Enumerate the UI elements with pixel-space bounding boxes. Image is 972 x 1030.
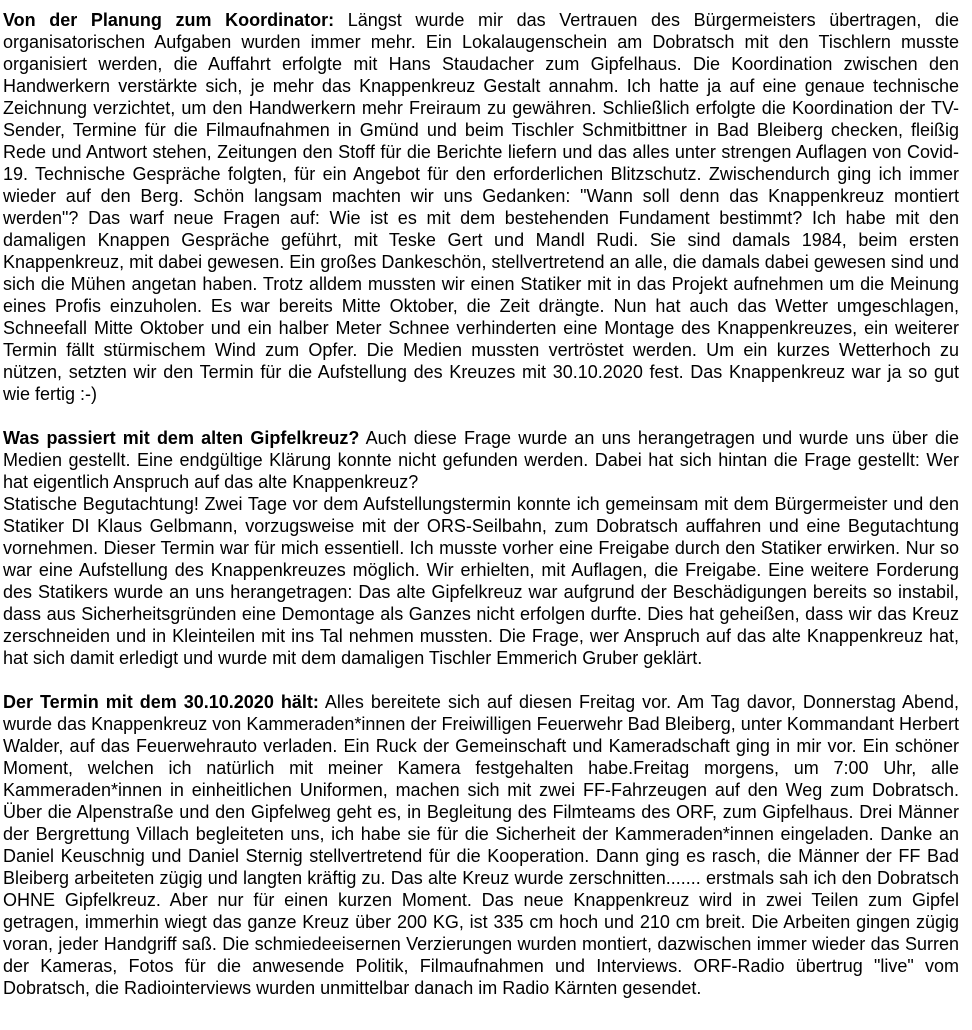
paragraph-text: Alles bereitete sich auf diesen Freitag vor. Am Tag davor, Donnerstag Abend, wurde das Knappenkreuz von Kammeraden*innen der Freiwilligen Feuerwehr Bad Bleiberg, unter Kommandant Herbert Walder, auf das Feuerwehrauto verladen. Ein Ruck der Gemeinschaft und Kameradschaft ging in mir vor. Ein schöner Moment, welchen ich natürlich mit meiner Kamera festgehalten habe.Freitag morgens, um 7:00 Uhr, alle Kammeraden*innen in einheitlichen Uniformen, machen sich mit zwei FF-Fahrzeugen auf den Weg zum Dobratsch. Über die Alpenstraße und den Gipfelweg geht es, in Begleitung des Filmteams des ORF, zum Gipfelhaus. Drei Männer der Bergrettung Villach begleiteten uns, ich habe sie für die Sicherheit der Kammeraden*innen eingeladen. Danke an Daniel Keuschnig und Daniel Sternig stellvertretend für die Kooperation. Dann ging es rasch, die Männer der FF Bad Bleiberg arbeiteten zügig und langten kräftig zu. Das alte Kreuz wurde zerschnitten....... erstmals sah ich den Dobratsch OHNE Gipfelkreuz. Aber nur für einen kurzen Moment. Das neue Knappenkreuz wird in zwei Teilen zum Gipfel getragen, immerhin wiegt das ganze Kreuz über 200 KG, ist 335 cm hoch und 210 cm breit. Die Arbeiten gingen zügig voran, jeder Handgriff saß. Die schmiedeeisernen Verzierungen wurden montiert, dazwischen immer wieder das Surren der Kameras, Fotos für die anwesende Politik, Filmaufnahmen und Interviews. ORF-Radio übertrug "live" vom Dobratsch, die Radiointerviews wurden unmittelbar danach im Radio Kärnten gesendet.: [3, 692, 960, 998]
paragraph-text: Statische Begutachtung! Zwei Tage vor dem Aufstellungstermin konnte ich gemeinsam mit dem Bürgermeister und den Statiker DI Klaus Gelbmann, vorzugsweise mit der ORS-Seilbahn, zum Dobratsch auffahren und eine Begutachtung vornehmen. Dieser Termin war für mich essentiell. Ich musste vorher eine Freigabe durch den Statiker erwirken. Nur so war eine Aufstellung des Knappenkreuzes möglich. Wir erhielten, mit Auflagen, die Freigabe. Eine weitere Forderung des Statikers wurde an uns herangetragen: Das alte Gipfelkreuz war aufgrund der Beschädigungen bereits so instabil, dass aus Sicherheitsgründen eine Demontage als Ganzes nicht erfolgen durfte. Dies hat geheißen, dass wir das Kreuz zerschneiden und in Kleinteilen mit ins Tal nehmen mussten. Die Frage, wer Anspruch auf das alte Knappenkreuz hat, hat sich damit erledigt und wurde mit dem damaligen Tischler Emmerich Gruber geklärt.: [3, 494, 959, 668]
paragraph-termin-haelt: [3, 691, 959, 999]
paragraph-heading: Was passiert mit dem alten Gipfelkreuz?: [3, 428, 360, 448]
paragraph-planung-koordinator: [3, 9, 959, 405]
paragraph-text: Auch diese Frage wurde an uns herangetragen und wurde uns über die Medien gestellt. Eine endgültige Klärung konnte nicht gefunden werden. Dabei hat sich hintan die Frage gestellt: Wer hat eigentlich Anspruch auf das alte Knappenkreuz?: [3, 428, 959, 492]
paragraph-heading: Der Termin mit dem 30.10.2020 hält:: [3, 692, 319, 712]
paragraph-text: Längst wurde mir das Vertrauen des Bürgermeisters übertragen, die organisatorischen Aufgaben wurden immer mehr. Ein Lokalaugenschein am Dobratsch mit den Tischlern musste organisiert werden, die Auffahrt erfolgte mit Hans Staudacher zum Gipfelhaus. Die Koordination zwischen den Handwerkern verstärkte sich, je mehr das Knappenkreuz Gestalt annahm. Ich hatte ja auf eine genaue technische Zeichnung verzichtet, um den Handwerkern mehr Freiraum zu gewähren. Schließlich erfolgte die Koordination der TV-Sender, Termine für die Filmaufnahmen in Gmünd und beim Tischler Schmitbittner in Bad Bleiberg checken, fleißig Rede und Antwort stehen, Zeitungen den Stoff für die Berichte liefern und das alles unter strengen Auflagen von Covid-19. Technische Gespräche folgten, für ein Angebot für den erforderlichen Blitzschutz. Zwischendurch ging ich immer wieder auf den Berg. Schön langsam machten wir uns Gedanken: "Wann soll denn das Knappenkreuz montiert werden"? Das warf neue Fragen auf: Wie ist es mit dem bestehenden Fundament bestimmt? Ich habe mit den damaligen Knappen Gespräche geführt, mit Teske Gert und Mandl Rudi. Sie sind damals 1984, beim ersten Knappenkreuz, mit dabei gewesen. Ein großes Dankeschön, stellvertretend an alle, die damals dabei gewesen sind und sich die Mühen angetan haben. Trotz alldem mussten wir einen Statiker mit in das Projekt aufnehmen um die Meinung eines Profis einzuholen. Es war bereits Mitte Oktober, die Zeit drängte. Nun hat auch das Wetter umgeschlagen, Schneefall Mitte Oktober und ein halber Meter Schnee verhinderten eine Montage des Knappenkreuzes, ein weiterer Termin fällt stürmischem Wind zum Opfer. Die Medien mussten vertröstet werden. Um ein kurzes Wetterhoch zu nützen, setzten wir den Termin für die Aufstellung des Kreuzes mit 30.10.2020 fest. Das Knappenkreuz war ja so gut wie fertig :-): [3, 10, 959, 404]
paragraph-altes-gipfelkreuz: [3, 427, 959, 669]
paragraph-heading: Von der Planung zum Koordinator:: [3, 10, 335, 30]
